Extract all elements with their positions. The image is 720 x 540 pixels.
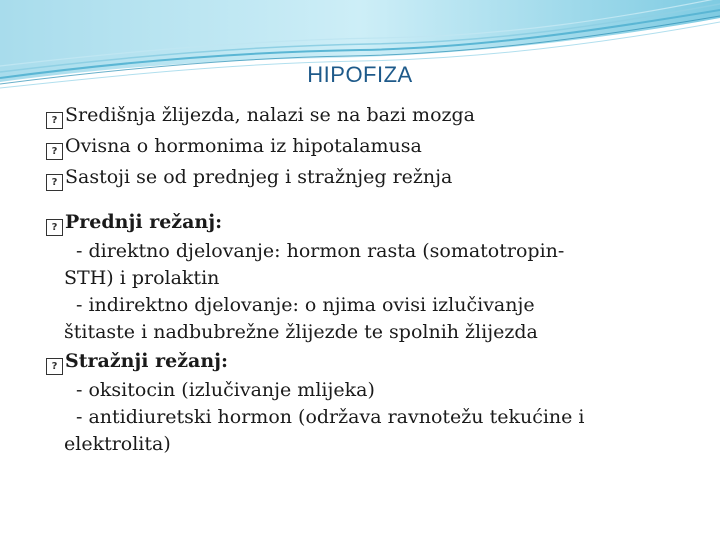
bullet-text: Središnja žlijezda, nalazi se na bazi mozga <box>65 104 476 126</box>
spacer <box>46 193 686 207</box>
prednji-details <box>46 238 686 346</box>
section-heading-straznji: Stražnji režanj: <box>65 350 229 372</box>
prednji-line-1a: - direktno djelovanje: hormon rasta (somatotropin- <box>76 240 565 262</box>
slide-body <box>46 100 686 458</box>
bullet-icon <box>46 358 63 375</box>
bullet-item-straznji <box>46 346 686 377</box>
bullet-text: Ovisna o hormonima iz hipotalamusa <box>65 135 422 157</box>
bullet-text: Sastoji se od prednjeg i stražnjeg režnja <box>65 166 453 188</box>
bullet-icon <box>46 219 63 236</box>
prednji-line-2b: štitaste i nadbubrežne žlijezde te spolnih žlijezda <box>64 321 538 343</box>
straznji-line-1: - oksitocin (izlučivanje mlijeka) <box>76 379 375 401</box>
bullet-icon <box>46 112 63 129</box>
slide-title: HIPOFIZA <box>307 62 413 87</box>
straznji-line-2b: elektrolita) <box>64 433 171 455</box>
prednji-line-1b: STH) i prolaktin <box>64 267 220 289</box>
bullet-item <box>46 162 686 193</box>
straznji-line-2a: - antidiuretski hormon (održava ravnotežu tekućine i <box>76 406 585 428</box>
bullet-item <box>46 100 686 131</box>
bullet-icon <box>46 174 63 191</box>
section-heading-prednji: Prednji režanj: <box>65 211 223 233</box>
bullet-icon <box>46 143 63 160</box>
prednji-line-2a: - indirektno djelovanje: o njima ovisi izlučivanje <box>76 294 535 316</box>
straznji-details <box>46 377 686 458</box>
bullet-item-prednji <box>46 207 686 238</box>
bullet-item <box>46 131 686 162</box>
